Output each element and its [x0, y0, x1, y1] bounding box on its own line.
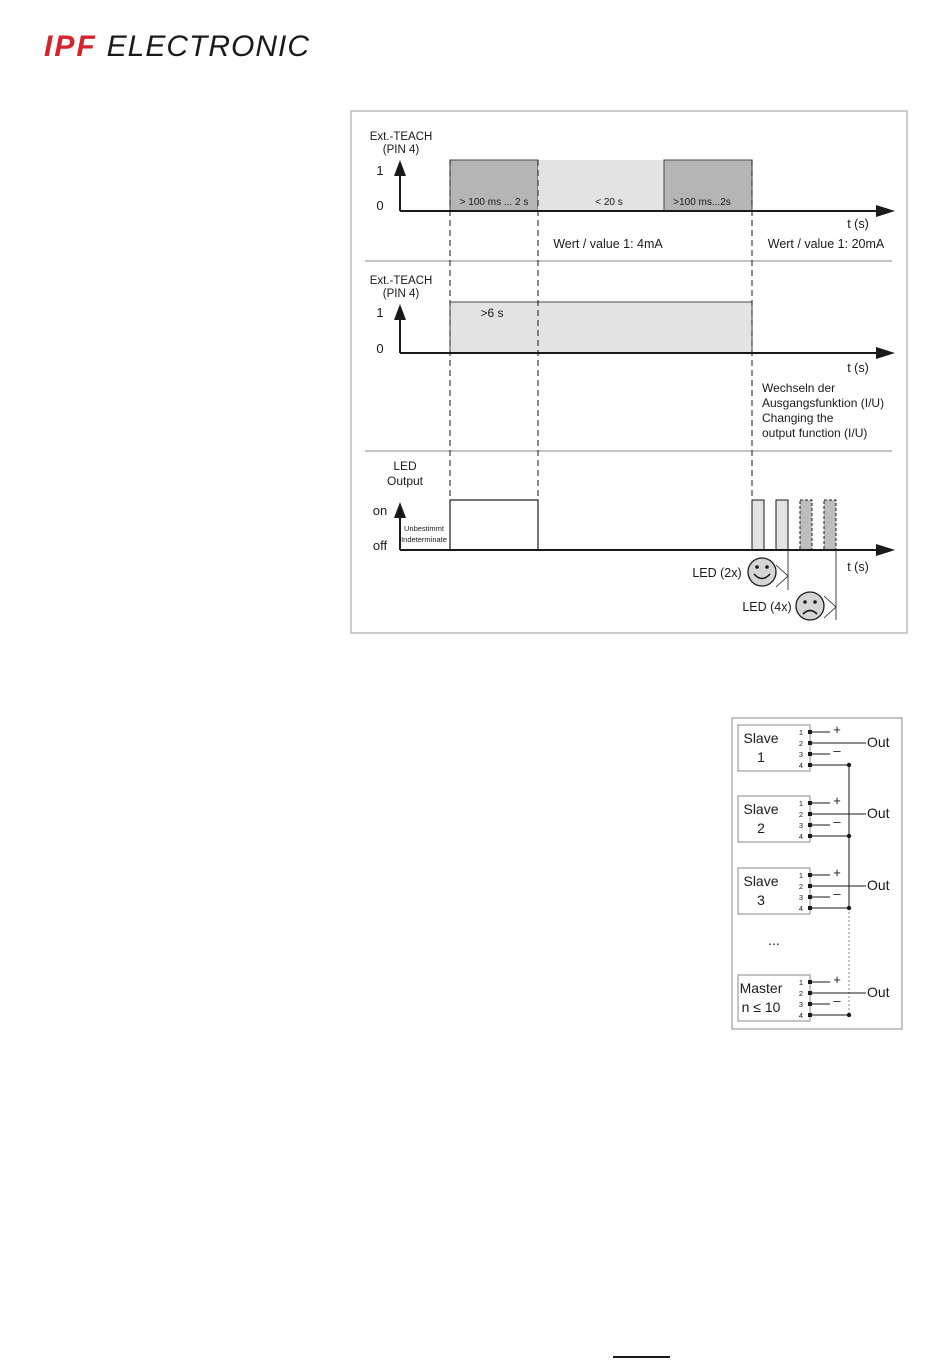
- pin-number: 1: [798, 728, 804, 737]
- pin-terminal: [808, 763, 812, 767]
- value-1-label: Wert / value 1: 4mA: [553, 237, 663, 251]
- pin-terminal: [808, 1013, 812, 1017]
- pin-terminal: [808, 980, 812, 984]
- pin-terminal: [808, 730, 812, 734]
- minus-label: –: [833, 886, 841, 901]
- master-slave-wiring-diagram: [730, 716, 904, 1031]
- function-change-note: output function (I/U): [762, 426, 868, 440]
- pulse-2-label: >100 ms...2s: [673, 197, 731, 208]
- signal-label: LED: [393, 459, 417, 473]
- device-index: 3: [757, 892, 765, 908]
- signal-sublabel: (PIN 4): [382, 288, 420, 300]
- value-2-label: Wert / value 1: 20mA: [767, 237, 885, 251]
- bus-junction: [847, 834, 851, 838]
- bus-junction: [847, 906, 851, 910]
- pin-terminal: [808, 823, 812, 827]
- pin-terminal: [808, 895, 812, 899]
- plus-label: +: [833, 865, 841, 880]
- device-name: Slave: [743, 801, 779, 817]
- minus-label: –: [833, 814, 841, 829]
- time-axis-label: t (s): [847, 217, 869, 231]
- pin-terminal: [808, 752, 812, 756]
- pin-number: 1: [798, 978, 804, 987]
- happy-face-icon: [748, 558, 776, 586]
- plus-label: +: [833, 972, 841, 987]
- plus-label: +: [833, 722, 841, 737]
- level-high-label: 1: [376, 305, 384, 320]
- pin-number: 4: [798, 904, 804, 913]
- level-on-label: on: [372, 503, 388, 518]
- plus-label: +: [833, 793, 841, 808]
- sad-face-icon: [796, 592, 824, 620]
- logo-name: ELECTRONIC: [106, 30, 311, 63]
- out-label: Out: [867, 734, 890, 750]
- company-logo: [44, 30, 310, 64]
- pin-terminal: [808, 873, 812, 877]
- level-high-label: 1: [376, 163, 384, 178]
- indeterminate-label-en: Indeterminate: [401, 535, 447, 544]
- time-axis-label: t (s): [847, 361, 869, 375]
- signal-sublabel: (PIN 4): [382, 144, 420, 156]
- pin-number: 3: [798, 821, 804, 830]
- led-blink-1: [752, 500, 764, 550]
- device-name: Slave: [743, 730, 779, 746]
- wait-label: < 20 s: [595, 197, 623, 208]
- teach-timing-diagram: [350, 110, 908, 635]
- led-4x-label: LED (4x): [742, 600, 792, 614]
- function-change-note: Ausgangsfunktion (I/U): [762, 396, 885, 410]
- minus-label: –: [833, 743, 841, 758]
- pin-number: 3: [798, 1000, 804, 1009]
- pin-terminal: [808, 741, 812, 745]
- led-2x-label: LED (2x): [692, 566, 742, 580]
- signal-label: Ext.-TEACH: [369, 131, 433, 143]
- signal-sublabel: Output: [386, 474, 424, 488]
- pin-number: 2: [798, 810, 804, 819]
- device-index: n ≤ 10: [741, 999, 781, 1015]
- function-change-note: Wechseln der: [762, 381, 836, 395]
- level-low-label: 0: [376, 341, 384, 356]
- long-pulse-label: >6 s: [480, 306, 504, 320]
- footer-rule: [613, 1356, 670, 1358]
- level-off-label: off: [372, 538, 388, 553]
- pin-number: 3: [798, 750, 804, 759]
- pin-terminal: [808, 834, 812, 838]
- pin-number: 4: [798, 832, 804, 841]
- signal-label: Ext.-TEACH: [369, 275, 433, 287]
- pin-number: 4: [798, 1011, 804, 1020]
- out-label: Out: [867, 984, 890, 1000]
- pin-terminal: [808, 991, 812, 995]
- pin-terminal: [808, 801, 812, 805]
- device-name: Master: [739, 980, 783, 996]
- more-slaves-ellipsis: ...: [768, 932, 780, 948]
- time-axis-label: t (s): [847, 560, 869, 574]
- bus-junction: [847, 1013, 851, 1017]
- device-name: Slave: [743, 873, 779, 889]
- logo-brand: IPF: [44, 30, 97, 63]
- minus-label: –: [833, 993, 841, 1008]
- pin-number: 2: [798, 882, 804, 891]
- pin-number: 2: [798, 989, 804, 998]
- bus-junction: [847, 763, 851, 767]
- function-change-note: Changing the: [762, 411, 834, 425]
- out-label: Out: [867, 805, 890, 821]
- led-blink-3: [800, 500, 812, 550]
- out-label: Out: [867, 877, 890, 893]
- pin-number: 4: [798, 761, 804, 770]
- pin-number: 3: [798, 893, 804, 902]
- device-index: 1: [757, 749, 765, 765]
- pin-number: 1: [798, 871, 804, 880]
- level-low-label: 0: [376, 198, 384, 213]
- pulse-1-label: > 100 ms ... 2 s: [459, 197, 529, 208]
- pin-number: 2: [798, 739, 804, 748]
- pin-terminal: [808, 812, 812, 816]
- led-blink-4: [824, 500, 836, 550]
- pin-terminal: [808, 906, 812, 910]
- device-index: 2: [757, 820, 765, 836]
- led-on-pulse: [450, 500, 538, 550]
- indeterminate-label-de: Unbestimmt: [403, 524, 445, 533]
- pin-terminal: [808, 1002, 812, 1006]
- pin-terminal: [808, 884, 812, 888]
- led-blink-2: [776, 500, 788, 550]
- pin-number: 1: [798, 799, 804, 808]
